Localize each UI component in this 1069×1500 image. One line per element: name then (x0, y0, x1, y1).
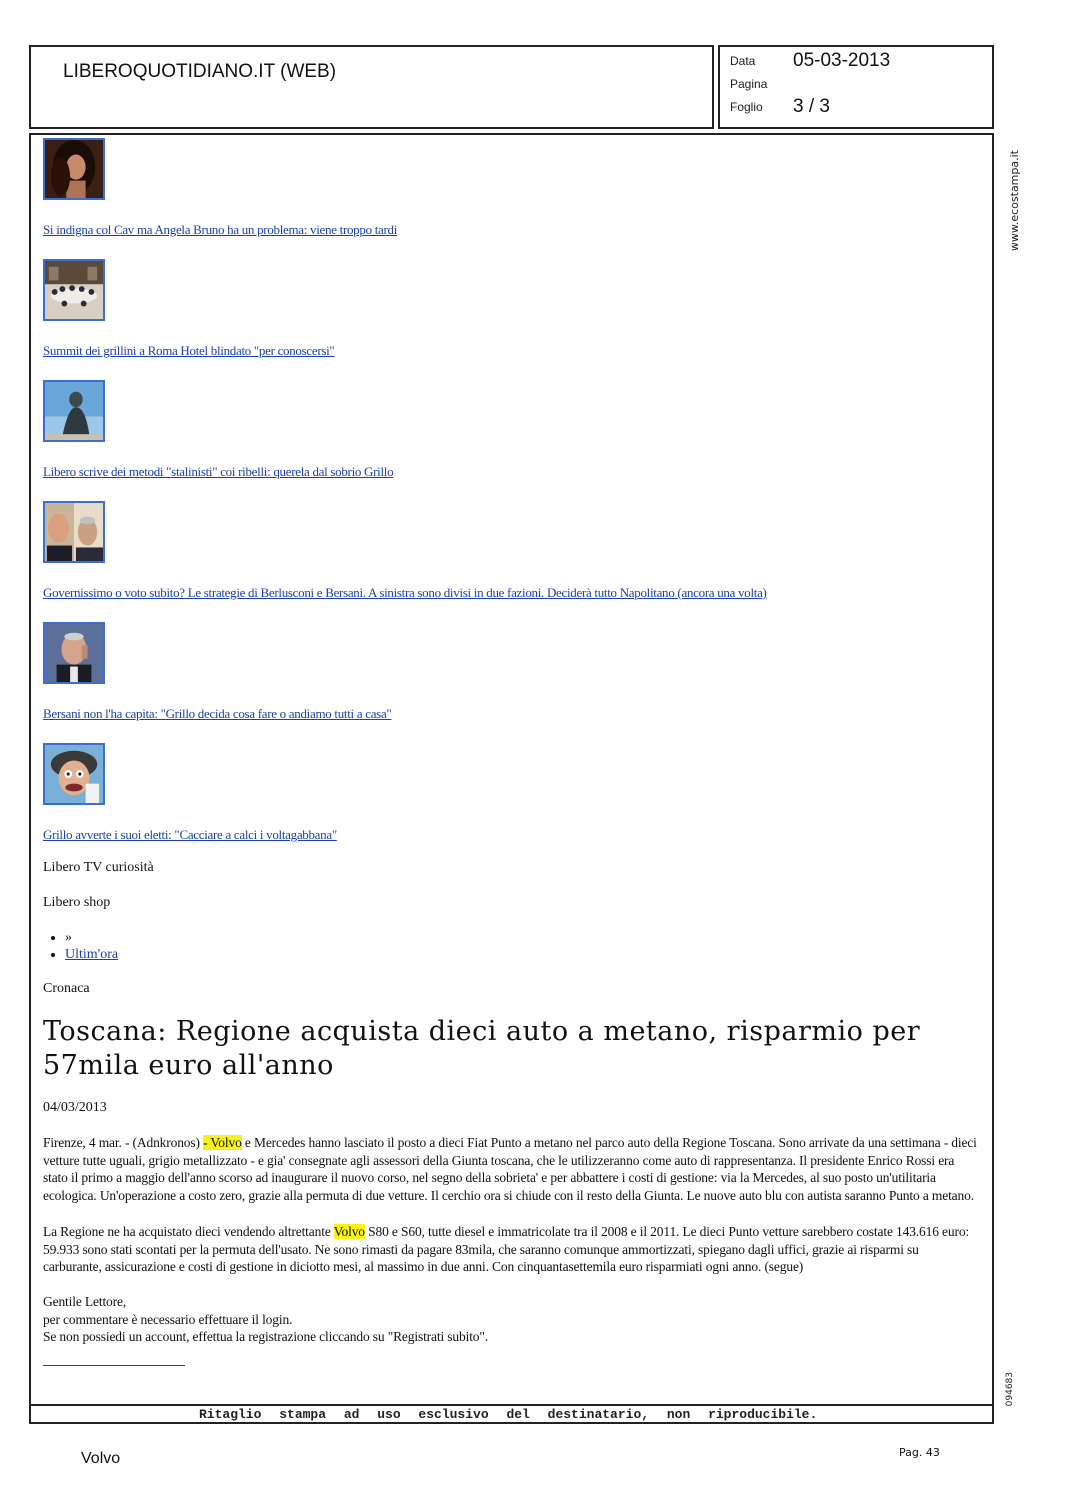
section-label: Cronaca (43, 981, 90, 996)
clipping-code: 094683 (1005, 1372, 1015, 1407)
article-title: Toscana: Regione acquista dieci auto a metano, risparmio per 57mila euro all'anno (43, 1016, 921, 1081)
comment-line: per commentare è necessario effettuare il login. (43, 1311, 293, 1327)
libero-tv-label: Libero TV curiosità (43, 860, 154, 875)
footer-notice-strip (29, 1404, 994, 1424)
paragraph-text: S80 e S60, tutte diesel e immatricolate tra il 2008 e il 2011. Le dieci Punto vetture sarebbero costate 143.616 euro: 59.933 sono stati scontati per la permuta dell'usato. Ne sono rimasti da pagare 83mila, che saranno comunque ammortizzati, spiegano dagli uffici, grazie ai risparmi su carburante, assicurazione e costi di gestione in diciotto mesi, al massimo in due anni. Con cinquantasettemila euro risparmiati ogni anno. (segue) (43, 1223, 970, 1275)
caricature-image (45, 745, 103, 803)
thumb-meeting-room[interactable] (43, 259, 105, 321)
paragraph-text: Firenze, 4 mar. - (Adnkronos) (43, 1135, 204, 1150)
paragraph-text: e Mercedes hanno lasciato il posto a dieci Fiat Punto a metano nel parco auto della Regione Toscana. Sono arrivate da una settimana - dieci vetture tutte uguali, grigio metallizzato - e gia' consegnate agli assessori della Giunta toscana, che le utilizzeranno come auto di rappresentanza. Il presidente Enrico Rossi era stato il primo a maggio dell'anno scorso ad inaugurare il nuovo corso, nel segno della sobrieta' e per abbattere i costi di gestione: via la Mercedes, al suo posto un'utilitaria ecologica. Un'operazione a costo zero, grazie alla permuta di due vetture. Il cerchio ora si chiude con il resto della Giunta. Le nuove auto blu con autista saranno Punto a metano. (43, 1135, 977, 1204)
separator-line (43, 1365, 185, 1366)
related-item (43, 501, 978, 622)
portrait-woman-image (45, 140, 103, 198)
related-link[interactable]: Bersani non l'ha capita: "Grillo decida cosa fare o andiamo tutti a casa" (43, 706, 392, 721)
related-item (43, 259, 978, 380)
header-meta-box (718, 45, 994, 129)
related-item (43, 743, 978, 864)
pagina-label: Pagina (730, 77, 768, 91)
paragraph-text: La Regione ne ha acquistato dieci vendendo altrettante (43, 1223, 334, 1239)
related-link[interactable]: Grillo avverte i suoi eletti: "Cacciare a calci i voltagabbana" (43, 827, 337, 842)
page-number: Pag. 43 (899, 1446, 940, 1459)
thumb-caricature[interactable] (43, 743, 105, 805)
statue-sea-image (45, 382, 103, 440)
thumb-two-politicians[interactable] (43, 501, 105, 563)
highlight-volvo: - Volvo (203, 1135, 242, 1150)
related-link[interactable]: Governissimo o voto subito? Le strategie di Berlusconi e Bersani. A sinistra sono divisi in due fazioni. Deciderà tutto Napolitano (ancora una volta) (43, 585, 767, 600)
foglio-value: 3 / 3 (793, 96, 830, 117)
comment-line: Gentile Lettore, (43, 1293, 127, 1309)
related-link[interactable]: Si indigna col Cav ma Angela Bruno ha un problema: viene troppo tardi (43, 222, 398, 237)
nav-item (65, 929, 978, 946)
highlight-volvo: Volvo (333, 1223, 365, 1239)
page-content (43, 138, 978, 1366)
two-politicians-image (45, 503, 103, 561)
article-paragraph-2 (43, 1223, 978, 1276)
related-link[interactable]: Summit dei grillini a Roma Hotel blindato "per conoscersi" (43, 343, 335, 358)
data-value: 05-03-2013 (793, 50, 891, 71)
data-label: Data (730, 54, 756, 68)
source-title: LIBEROQUOTIDIANO.IT (WEB) (63, 61, 337, 82)
thumb-portrait-woman[interactable] (43, 138, 105, 200)
nav-arrow[interactable]: » (65, 930, 72, 945)
article-paragraph-1 (43, 1134, 978, 1205)
comment-notice (43, 1293, 978, 1346)
thumb-statue-sea[interactable] (43, 380, 105, 442)
ecostampa-side-label: www.ecostampa.it (1008, 150, 1021, 252)
libero-shop-label: Libero shop (43, 895, 111, 910)
related-item (43, 380, 978, 501)
article-date: 04/03/2013 (43, 1100, 107, 1115)
header-source-box (29, 45, 714, 129)
nav-list (43, 929, 978, 963)
related-item (43, 622, 978, 743)
footer-notice: Ritaglio stampa ad uso esclusivo del destinatario, non riproducibile. (199, 1407, 818, 1422)
nav-item (65, 946, 978, 963)
related-link[interactable]: Libero scrive dei metodi "stalinisti" coi ribelli: querela dal sobrio Grillo (43, 464, 394, 479)
related-item (43, 138, 978, 259)
foglio-label: Foglio (730, 100, 763, 114)
meeting-room-image (45, 261, 103, 319)
man-on-phone-image (45, 624, 103, 682)
bottom-keyword: Volvo (81, 1450, 121, 1467)
thumb-man-on-phone[interactable] (43, 622, 105, 684)
comment-line: Se non possiedi un account, effettua la registrazione cliccando su "Registrati subito". (43, 1329, 488, 1345)
nav-link-ultimora[interactable]: Ultim'ora (65, 947, 119, 962)
